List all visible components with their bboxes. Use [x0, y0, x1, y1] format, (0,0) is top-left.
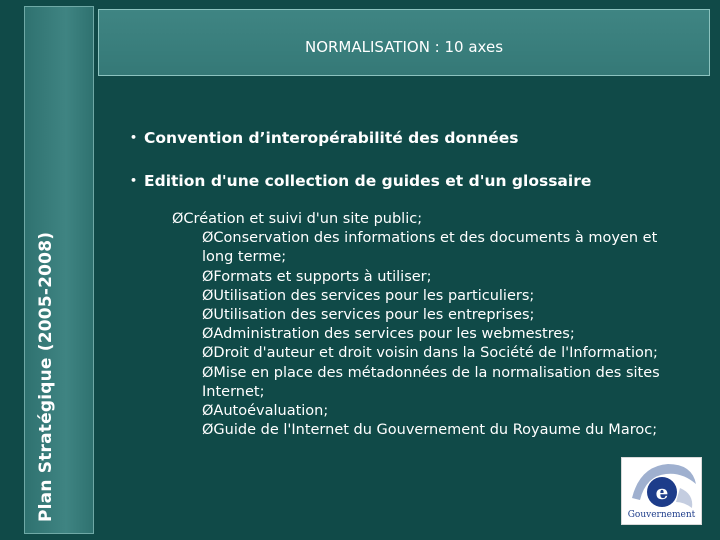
arrow-icon: Ø [202, 287, 214, 304]
list-item-text: Utilisation des services pour les entreprises; [213, 307, 535, 324]
list-item [172, 344, 712, 363]
list-item-text: Administration des services pour les webmestres; [213, 326, 575, 343]
header-title: NORMALISATION : 10 axes [304, 38, 504, 56]
bullet-interoperability [130, 129, 518, 147]
arrow-icon: Ø [202, 268, 214, 285]
bullet-dot: • [130, 131, 138, 144]
list-item [172, 364, 712, 383]
list-item [172, 287, 712, 306]
list-item [172, 325, 712, 344]
list-item [172, 229, 712, 248]
list-item [172, 421, 712, 440]
svg-text:e: e [655, 480, 669, 504]
list-item-text: Création et suivi d'un site public; [183, 211, 423, 227]
list-item [172, 306, 712, 325]
list-item-text: Mise en place des métadonnées de la normalisation des sites [213, 364, 660, 381]
arrow-icon: Ø [202, 307, 214, 324]
side-band [24, 6, 94, 534]
list-item [172, 402, 712, 421]
bullet-label: Convention d’interopérabilité des données [144, 129, 519, 147]
arrow-icon: Ø [202, 345, 214, 362]
list-item-text: long terme; [202, 249, 287, 266]
list-item-continuation [172, 383, 712, 402]
list-item-text: Autoévaluation; [213, 403, 329, 420]
list-item [172, 210, 712, 229]
side-title: Plan Stratégique (2005-2008) [36, 231, 56, 522]
bullet-dot: • [130, 174, 138, 187]
list-item-text: Guide de l'Internet du Gouvernement du Royaume du Maroc; [213, 422, 658, 439]
arrow-icon: Ø [202, 364, 214, 381]
arrow-icon: Ø [202, 403, 214, 420]
list-item [172, 268, 712, 287]
list-item-continuation [172, 248, 712, 267]
sub-list [172, 210, 712, 440]
arrow-icon: Ø [202, 326, 214, 343]
list-item-text: Droit d'auteur et droit voisin dans la Société de l'Information; [213, 345, 658, 362]
list-item-text: Utilisation des services pour les particuliers; [213, 287, 535, 304]
bullet-guides [130, 172, 591, 190]
arrow-icon: Ø [202, 422, 214, 439]
arrow-icon: Ø [172, 211, 184, 227]
e-gouvernement-logo [621, 457, 702, 525]
header-box [98, 9, 710, 76]
list-item-text: Conservation des informations et des documents à moyen et [213, 230, 658, 247]
list-item-text: Formats et supports à utiliser; [213, 268, 432, 285]
arrow-icon: Ø [202, 230, 214, 247]
list-item-text: Internet; [202, 383, 265, 400]
bullet-label: Edition d'une collection de guides et d'un glossaire [144, 172, 592, 190]
logo-text: Gouvernement [627, 510, 696, 520]
